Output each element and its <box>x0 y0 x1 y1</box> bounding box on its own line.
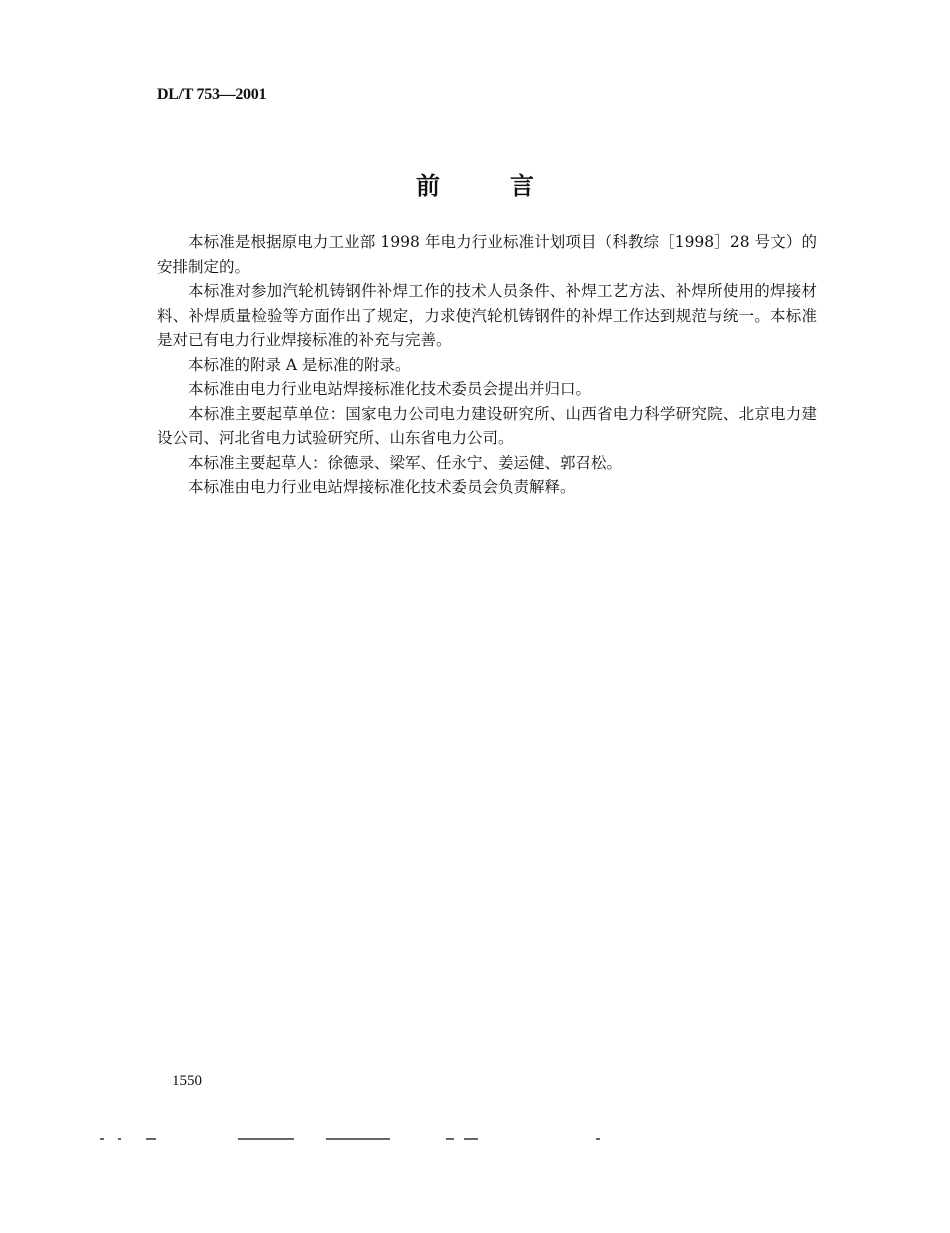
page-title: 前言 <box>416 172 604 200</box>
paragraph-drafting-units: 本标准主要起草单位：国家电力公司电力建设研究所、山西省电力科学研究院、北京电力建设公司、河北省电力试验研究所、山东省电力公司。 <box>157 404 817 447</box>
standard-code: DL/T 753—2001 <box>157 86 267 103</box>
page-number: 1550 <box>172 1073 202 1089</box>
scan-mark <box>464 1138 478 1140</box>
scan-mark <box>146 1138 156 1140</box>
paragraph-proposer: 本标准由电力行业电站焊接标准化技术委员会提出并归口。 <box>188 380 592 398</box>
paragraph-plan-source: 本标准是根据原电力工业部 1998 年电力行业标准计划项目（科教综［1998］28 号文）的安排制定的。 <box>157 233 817 276</box>
scan-mark <box>238 1138 294 1140</box>
scan-mark <box>326 1138 390 1140</box>
paragraph-appendix: 本标准的附录 A 是标准的附录。 <box>188 355 411 374</box>
paragraph-interpretation: 本标准由电力行业电站焊接标准化技术委员会负责解释。 <box>188 478 576 496</box>
foreword-body <box>157 230 817 500</box>
scan-mark <box>100 1138 104 1140</box>
scan-noise <box>0 1138 950 1148</box>
scan-mark <box>596 1138 600 1140</box>
paragraph-drafters: 本标准主要起草人：徐德录、梁军、任永宁、姜运健、郭召松。 <box>188 453 623 472</box>
paragraph-scope: 本标准对参加汽轮机铸钢件补焊工作的技术人员条件、补焊工艺方法、补焊所使用的焊接材料、补焊质量检验等方面作出了规定，力求使汽轮机铸钢件的补焊工作达到规范与统一。本标准是对已有电力行业焊接标准的补充与完善。 <box>157 282 817 349</box>
scan-mark <box>118 1138 121 1140</box>
scan-mark <box>446 1138 454 1140</box>
